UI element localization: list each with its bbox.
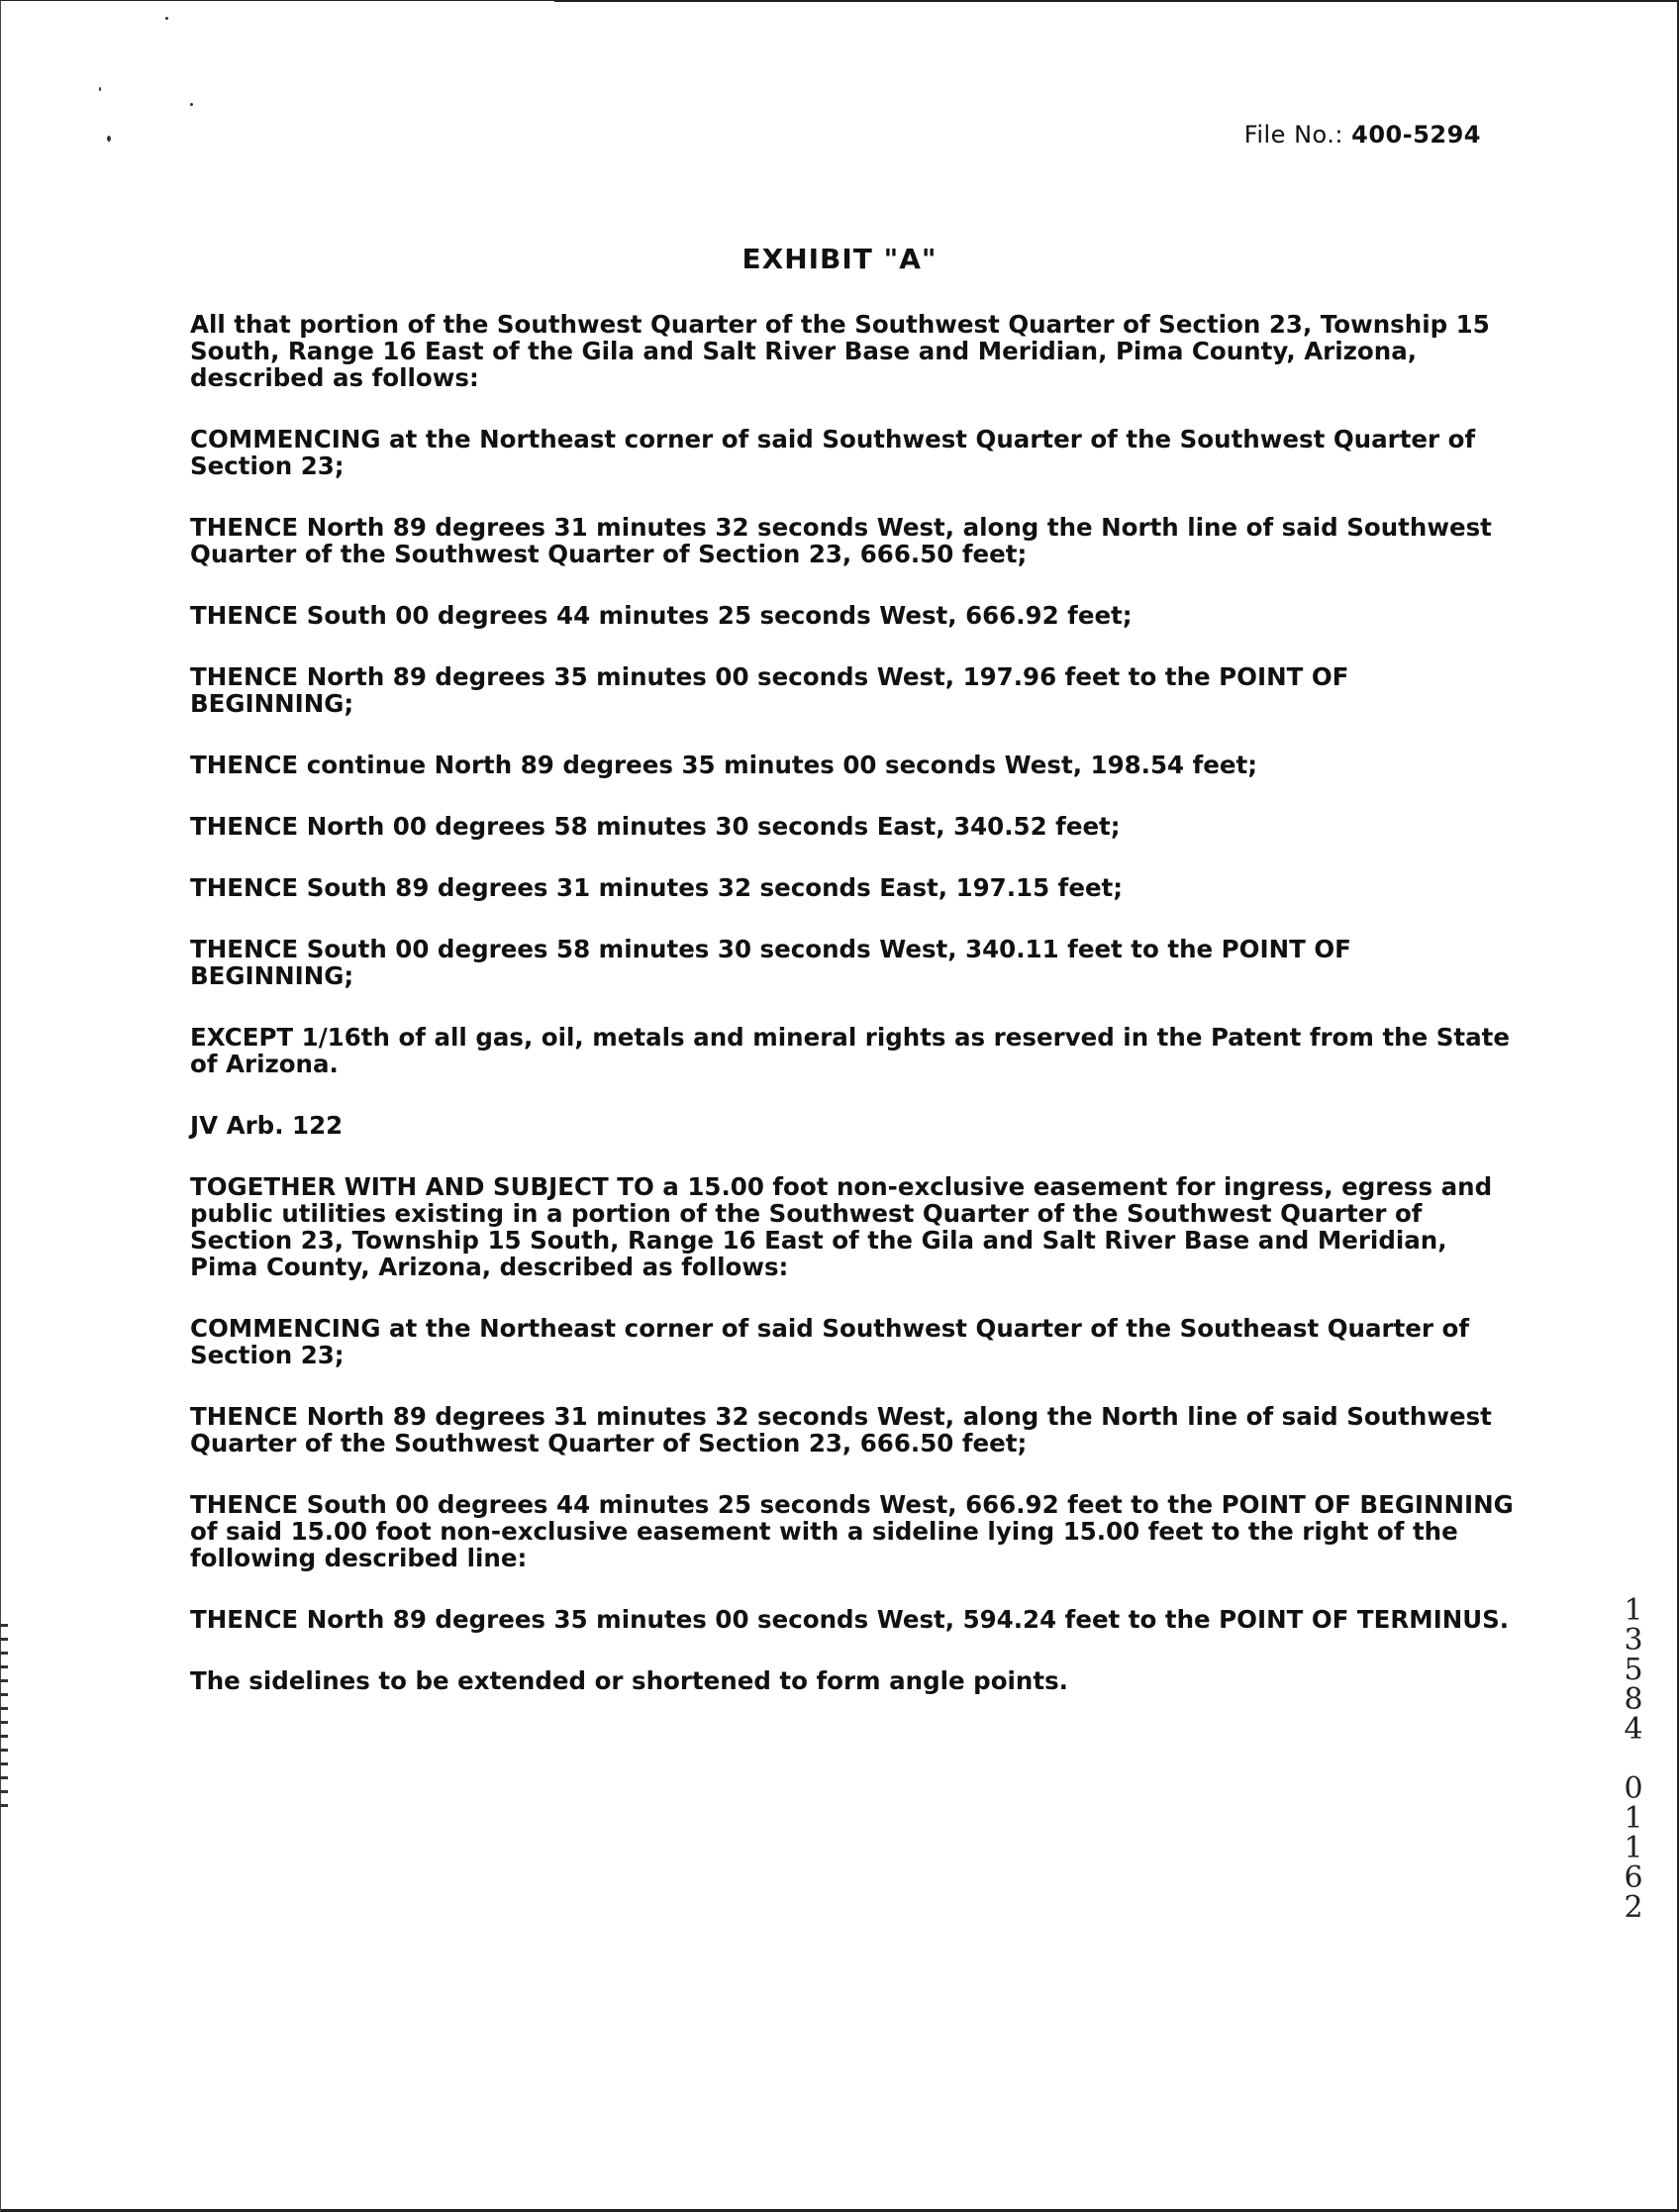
recording-number-stamp	[1614, 1593, 1653, 1925]
paragraph-commencing: COMMENCING at the Northeast corner of said Southwest Quarter of the Southwest Quarter of Section 23;	[190, 425, 1476, 480]
recording-digit: 2	[1624, 1890, 1643, 1925]
paragraph-commencing: COMMENCING at the Northeast corner of said Southwest Quarter of the Southeast Quarter of Section 23;	[190, 1314, 1470, 1369]
paragraph-course: THENCE North 89 degrees 35 minutes 00 seconds West, 594.24 feet to the POINT OF TERMINUS.	[190, 1605, 1510, 1634]
recording-digit: 4	[1624, 1712, 1643, 1747]
recording-digit: 6	[1624, 1860, 1643, 1895]
file-number	[1244, 121, 1481, 149]
page-border-top-heavy	[554, 0, 1679, 2]
paragraph-course: THENCE continue North 89 degrees 35 minutes 00 seconds West, 198.54 feet;	[190, 751, 1257, 779]
paragraph-course: THENCE South 89 degrees 31 minutes 32 seconds East, 197.15 feet;	[190, 873, 1124, 902]
paragraph-exception: EXCEPT 1/16th of all gas, oil, metals and mineral rights as reserved in the Patent from the State of Arizona.	[190, 1023, 1510, 1078]
paragraph-course: THENCE South 00 degrees 44 minutes 25 seconds West, 666.92 feet;	[190, 601, 1133, 630]
recording-digit: 0	[1624, 1771, 1643, 1806]
paragraph-course: THENCE North 89 degrees 35 minutes 00 seconds West, 197.96 feet to the POINT OF BEGINNING;	[190, 662, 1349, 718]
scan-speck	[165, 17, 168, 20]
paragraph-course: THENCE South 00 degrees 58 minutes 30 seconds West, 340.11 feet to the POINT OF BEGINNING;	[190, 935, 1351, 990]
page-border-left	[0, 0, 1, 2212]
paragraph-course: THENCE South 00 degrees 44 minutes 25 seconds West, 666.92 feet to the POINT OF BEGINNING of said 15.00 foot non-exclusive easement with a sideline lying 15.00 feet to the right of the following described line:	[190, 1490, 1514, 1572]
paragraph-course: THENCE North 00 degrees 58 minutes 30 seconds East, 340.52 feet;	[190, 812, 1121, 841]
paragraph-sidelines-note: The sidelines to be extended or shortened to form angle points.	[190, 1666, 1068, 1695]
recording-digit	[1614, 1745, 1653, 1774]
scan-speck	[107, 136, 111, 142]
recording-digit: 3	[1624, 1623, 1643, 1658]
recording-digit: 1	[1624, 1801, 1643, 1836]
paragraph-arb-reference: JV Arb. 122	[190, 1111, 344, 1140]
scan-speck	[99, 87, 101, 91]
exhibit-title: EXHIBIT "A"	[741, 243, 938, 275]
paragraph-course: THENCE North 89 degrees 31 minutes 32 seconds West, along the North line of said Southwest Quarter of the Southwest Quarter of Section 23, 666.50 feet;	[190, 1402, 1492, 1458]
scan-speck	[190, 103, 193, 106]
recording-digit: 1	[1624, 1831, 1643, 1865]
recording-digit: 5	[1624, 1653, 1643, 1687]
recording-digit: 1	[1624, 1593, 1643, 1628]
legal-description	[190, 311, 1517, 1729]
paragraph-easement-intro: TOGETHER WITH AND SUBJECT TO a 15.00 foot non-exclusive easement for ingress, egress and public utilities existing in a portion of the Southwest Quarter of the Southwest Quarter of Section 23, Township 15 South, Range 16 East of the Gila and Salt River Base and Meridian, Pima County, Arizona, described as follows:	[190, 1172, 1493, 1281]
file-number-value: 400-5294	[1351, 121, 1481, 149]
scan-edge-marks	[0, 1624, 8, 1812]
paragraph-parcel-intro: All that portion of the Southwest Quarter of the Southwest Quarter of Section 23, Township 15 South, Range 16 East of the Gila and Salt River Base and Meridian, Pima County, Arizona, described as follows:	[190, 310, 1490, 392]
file-number-label: File No.:	[1243, 121, 1343, 149]
paragraph-course: THENCE North 89 degrees 31 minutes 32 seconds West, along the North line of said Southwest Quarter of the Southwest Quarter of Section 23, 666.50 feet;	[190, 513, 1492, 568]
recording-digit: 8	[1624, 1682, 1643, 1717]
